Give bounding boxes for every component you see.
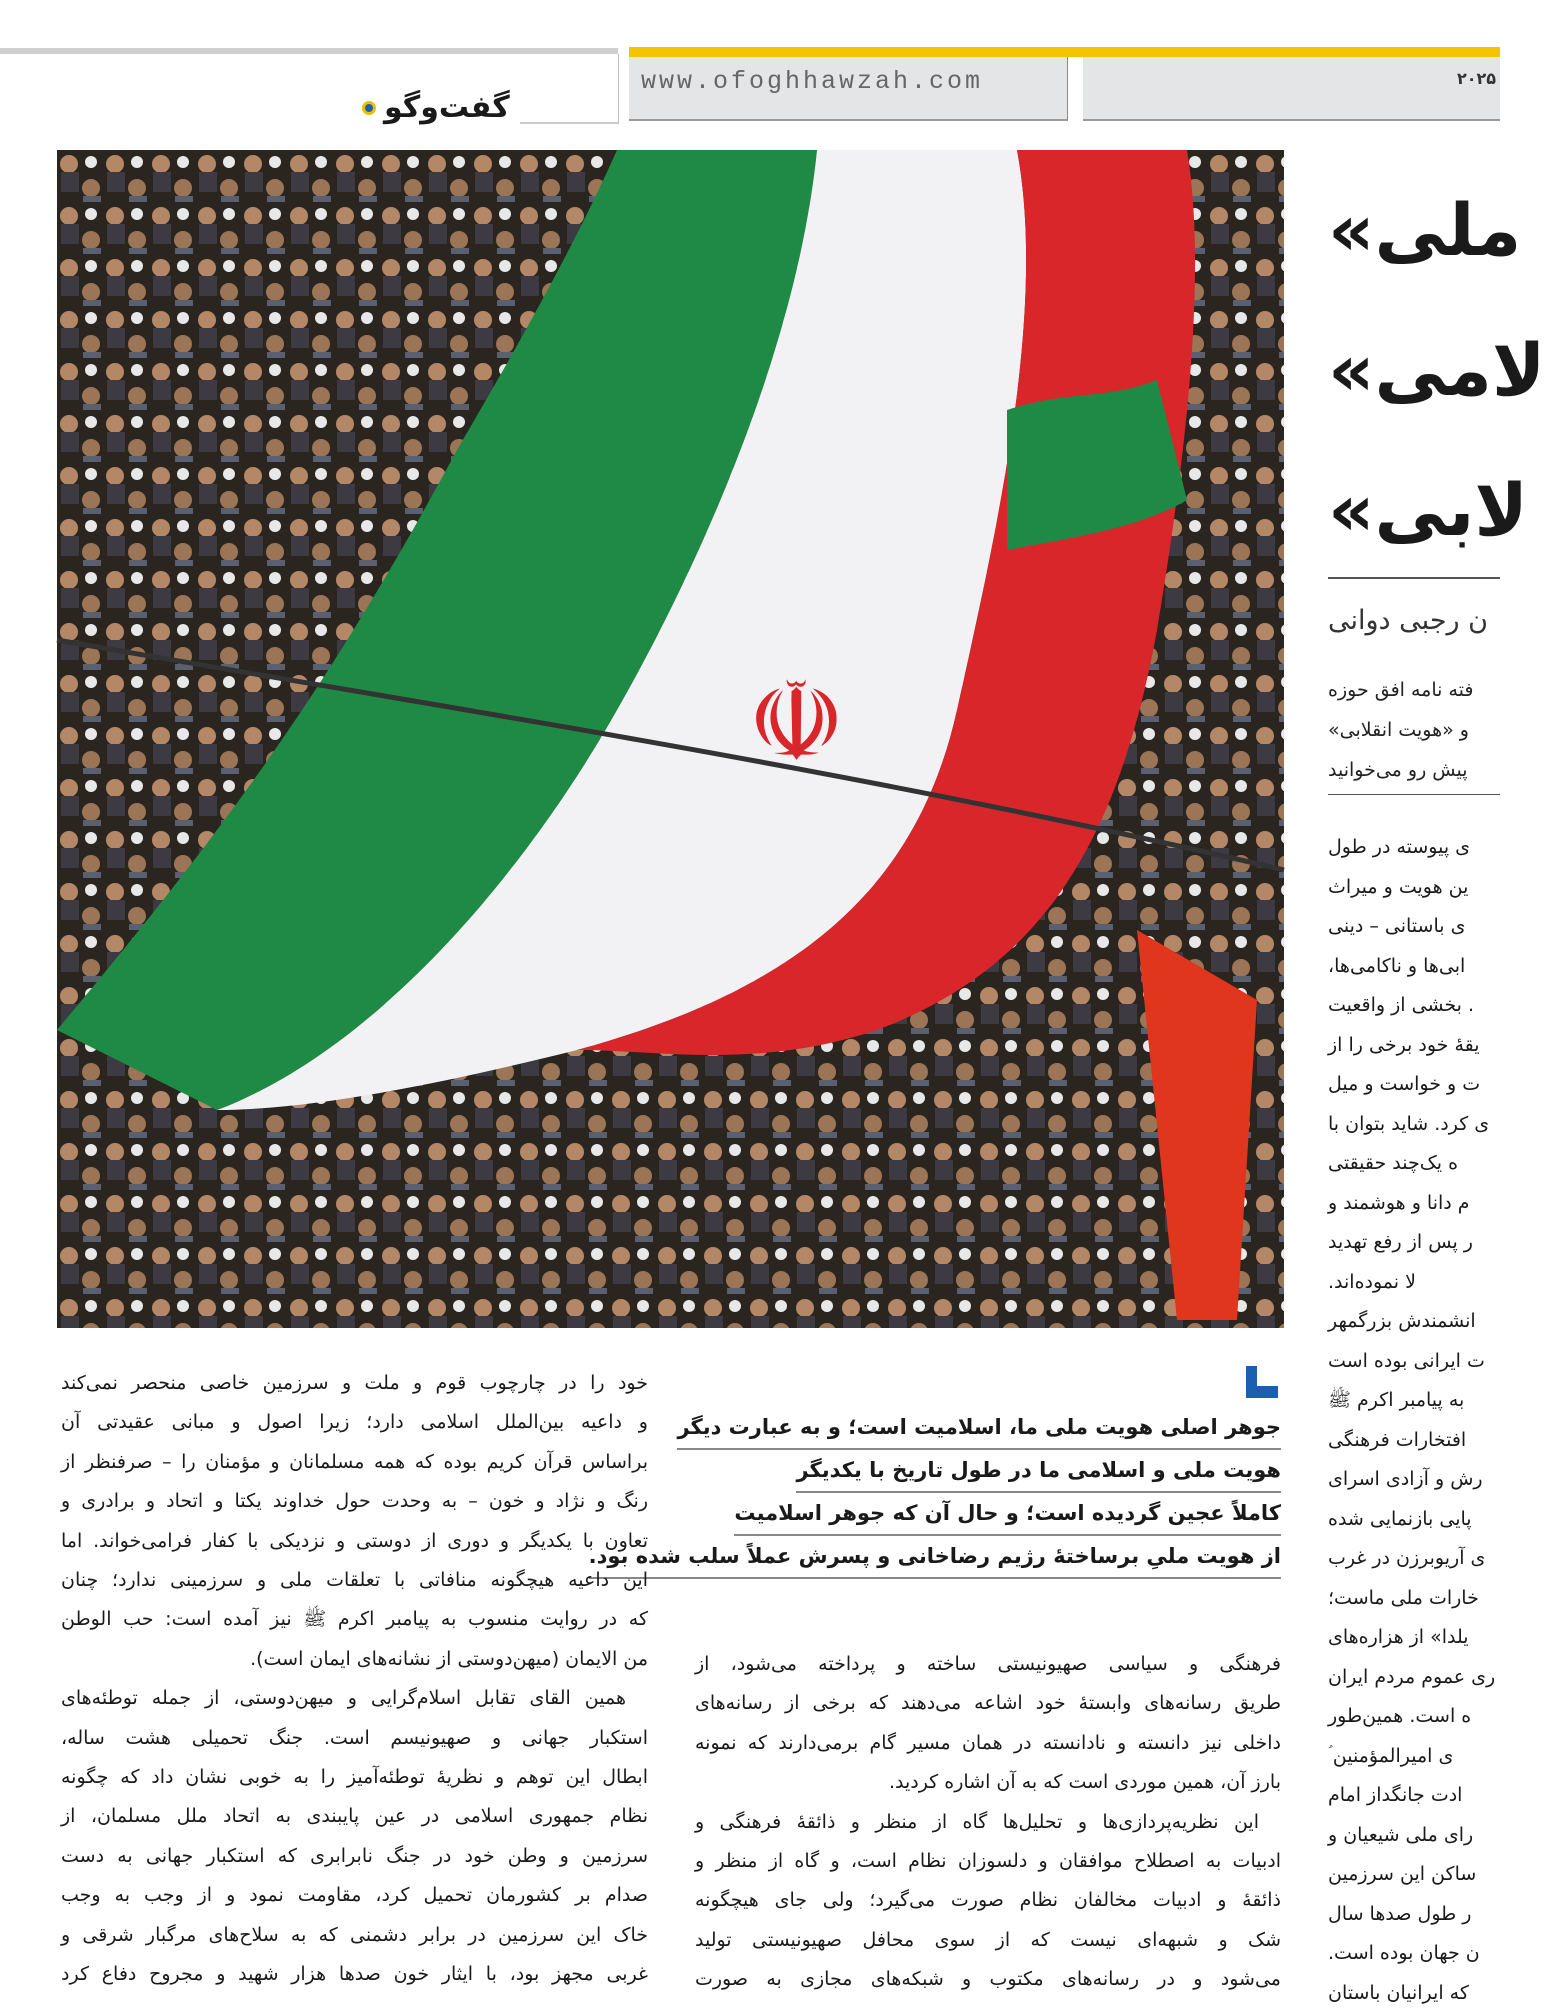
text-line-wrap (1328, 1934, 1500, 1974)
headline-line: ملی» (1328, 180, 1521, 280)
text-line: ت ایرانی بوده است (1328, 1342, 1485, 1382)
text-line: من الایمان (میهن‌دوستی از نشانه‌های ایمان است). (61, 1640, 648, 1679)
middle-column-text (695, 1645, 1281, 2000)
text-line-wrap (1328, 1816, 1500, 1856)
text-line-wrap (1328, 1579, 1500, 1619)
text-line-wrap (1328, 1776, 1500, 1816)
date-box (1083, 57, 1500, 121)
website-box (629, 57, 1068, 121)
text-line: ر طول صدها سال (1328, 1895, 1471, 1935)
text-line-wrap (1328, 828, 1500, 868)
text-line: این نظریه‌پردازی‌ها و تحلیل‌ها گاه از منظر و ذائقهٔ فرهنگی و (695, 1803, 1281, 1842)
text-line: لا نموده‌اند. (1328, 1263, 1416, 1303)
section-title: گفت‌وگو (384, 90, 510, 125)
text-line-wrap (1328, 1539, 1500, 1579)
text-line: ی امیرالمؤمنین ؑ (1328, 1737, 1453, 1777)
text-line-wrap (1328, 1302, 1500, 1342)
accent-bar (629, 47, 1500, 57)
quote-line-wrap (705, 1406, 1281, 1449)
text-line-wrap (1328, 1500, 1500, 1540)
text-line-wrap (1328, 1855, 1500, 1895)
text-line: و داعیه بین‌الملل اسلامی دارد؛ زیرا اصول و مبانی عقیدتی آن (61, 1403, 648, 1442)
text-line-wrap (1328, 1105, 1500, 1145)
text-line: یقهٔ خود برخی را از (1328, 1026, 1480, 1066)
text-line: که در روایت منسوب به پیامبر اکرم ﷺ نیز آمده است: حب الوطن (61, 1600, 648, 1639)
text-line: . بخشی از واقعیت (1328, 986, 1474, 1026)
flag-emblem: ☫ (747, 658, 846, 786)
quote-line-wrap (705, 1492, 1281, 1535)
quote-line-wrap (705, 1449, 1281, 1492)
website-url[interactable]: www.ofoghhawzah.com (641, 67, 983, 96)
rally-photo (57, 150, 1284, 1328)
text-line: به پیامبر اکرم ﷺ (1328, 1381, 1464, 1421)
right-column-text (1328, 828, 1500, 2013)
article-headline (1328, 180, 1500, 600)
divider (1328, 577, 1500, 579)
text-line: ن جهان بوده است. (1328, 1934, 1480, 1974)
quote-marker-icon (1246, 1366, 1278, 1398)
quote-line: هویت ملی و اسلامی ما در طول تاریخ با یکدیگر (796, 1449, 1281, 1493)
text-line: ه یک‌چند حقیقتی (1328, 1144, 1458, 1184)
text-line: ی کرد. شاید بتوان با (1328, 1105, 1489, 1145)
intro-line: و «هویت انقلابی» (1328, 710, 1469, 750)
divider (1328, 794, 1500, 795)
left-column-text (61, 1364, 648, 1995)
text-line-wrap (1328, 1697, 1500, 1737)
text-line: یلدا» از هزاره‌های (1328, 1618, 1469, 1658)
text-line: غربی مجهز بود، با ایثار خون صدها هزار شهید و مجروح دفاع کرد (61, 1955, 648, 1994)
intro-line: فته نامه افق حوزه (1328, 670, 1473, 710)
text-line-wrap (1328, 907, 1500, 947)
text-line-wrap (1328, 1895, 1500, 1935)
author-byline (1328, 605, 1500, 636)
author-name: ن رجبی دوانی (1328, 605, 1488, 636)
intro-line: پیش رو می‌خوانید (1328, 750, 1468, 790)
text-line: تعاون با یکدیگر و دوری از دوستی و نزدیکی با کفار فرامی‌خواند. اما (61, 1522, 648, 1561)
quote-line: جوهر اصلی هویت ملی ما، اسلامیت است؛ و به عبارت دیگر (677, 1406, 1281, 1450)
text-line: داخلی نیز دانسته و نادانسته در همان مسیر گام برمی‌دارند که نمونه (695, 1724, 1281, 1763)
text-line: ت و خواست و میل (1328, 1065, 1480, 1105)
text-line: طریق رسانه‌های وابستهٔ خود اشاعه می‌دهند که برخی از رسانه‌های (695, 1684, 1281, 1723)
top-divider (0, 48, 618, 54)
text-line-wrap (1328, 1381, 1500, 1421)
text-line-wrap (1328, 986, 1500, 1026)
header-frame (612, 54, 619, 124)
quote-line: کاملاً عجین گردیده است؛ و حال آن که جوهر اسلامیت (734, 1492, 1281, 1536)
bullet-icon (362, 101, 376, 115)
text-line-wrap (1328, 1223, 1500, 1263)
text-line-wrap (1328, 1144, 1500, 1184)
text-line: بارز آن، همین موردی است که به آن اشاره کردید. (695, 1763, 1281, 1802)
text-line: شک و شبهه‌ای نیست که از سوی محافل صهیونیستی تولید (695, 1921, 1281, 1960)
text-line: ری عموم مردم ایران (1328, 1658, 1495, 1698)
text-line-wrap (1328, 1065, 1500, 1105)
quote-line-wrap (705, 1535, 1281, 1578)
header-rule (520, 122, 618, 124)
text-line-wrap (1328, 1737, 1500, 1777)
text-line: براساس قرآن کریم بوده که همه مسلمانان و مؤمنان را – صرفنظر از (61, 1443, 648, 1482)
text-line-wrap (1328, 1263, 1500, 1303)
quote-line: از هویت ملیِ برساختهٔ رژیم رضاخانی و پسرش عملاً سلب شده بود. (589, 1535, 1281, 1579)
text-line: همین القای تقابل اسلام‌گرایی و میهن‌دوستی، از جمله توطئه‌های (61, 1679, 648, 1718)
text-line: انشمندش بزرگمهر (1328, 1302, 1476, 1342)
text-line: رای ملی شیعیان و (1328, 1816, 1473, 1856)
text-line: ی آریوبرزن در غرب (1328, 1539, 1485, 1579)
text-line: این داعیه هیچگونه منافاتی با تعلقات ملی و سرزمینی ندارد؛ چنان (61, 1561, 648, 1600)
text-line: ر پس از رفع تهدید (1328, 1223, 1473, 1263)
text-line: فرهنگی و سیاسی صهیونیستی ساخته و پرداخته می‌شود، از (695, 1645, 1281, 1684)
text-line: نظام جمهوری اسلامی در عین پایبندی به اتحاد ملل مسلمان، از (61, 1797, 648, 1836)
text-line: م دانا و هوشمند و (1328, 1184, 1470, 1224)
text-line-wrap (1328, 1421, 1500, 1461)
text-line-wrap (1328, 1460, 1500, 1500)
text-line: ین هویت و میراث (1328, 868, 1468, 908)
text-line: ابی‌ها و ناکامی‌ها، (1328, 947, 1465, 987)
text-line-wrap (1328, 1342, 1500, 1382)
text-line: پایی بازنمایی شده (1328, 1500, 1472, 1540)
section-label (362, 90, 510, 125)
text-line-wrap (1328, 868, 1500, 908)
text-line: ذائقهٔ و ادبیات مخالفان نظام صورت می‌گیرد؛ ولی جای هیچگونه (695, 1881, 1281, 1920)
headline-line: لامی» (1328, 320, 1546, 420)
headline-line: لابی» (1328, 460, 1528, 560)
text-line-wrap (1328, 1974, 1500, 2013)
date-fragment: ۲۰۲۵ (1457, 69, 1496, 88)
text-line: افتخارات فرهنگی (1328, 1421, 1466, 1461)
pull-quote (705, 1406, 1281, 1578)
text-line: سرزمین و وطن خود در جنگ نابرابری که استکبار جهانی به دست (61, 1837, 648, 1876)
text-line: ی باستانی – دینی (1328, 907, 1465, 947)
text-line: خارات ملی ماست؛ (1328, 1579, 1479, 1619)
text-line-wrap (1328, 1026, 1500, 1066)
text-line: رنگ و نژاد و خون – به وحدت حول خداوند یکتا و اتحاد و برادری و (61, 1482, 648, 1521)
text-line: ادبیات به اصطلاح موافقان و دلسوزان نظام است، و گاه از منظر و (695, 1842, 1281, 1881)
text-line: خود را در چارچوب قوم و ملت و سرزمین خاصی منحصر نمی‌کند (61, 1364, 648, 1403)
text-line: استکبار جهانی و صهیونیسم است. جنگ تحمیلی هشت ساله، (61, 1719, 648, 1758)
text-line-wrap (1328, 1184, 1500, 1224)
intro-lead (1328, 670, 1500, 790)
text-line: ابطال این توهم و نظریهٔ توطئه‌آمیز را به خوبی نشان داد که چگونه (61, 1758, 648, 1797)
text-line-wrap (1328, 947, 1500, 987)
text-line: ی پیوسته در طول (1328, 828, 1470, 868)
text-line: رش و آزادی اسرای (1328, 1460, 1483, 1500)
text-line: می‌شود و در رسانه‌های مکتوب و شبکه‌های مجازی به صورت (695, 1960, 1281, 1999)
text-line: ادت جانگداز امام (1328, 1776, 1462, 1816)
text-line: خاک این سرزمین در برابر دشمنی که به سلاح‌های مرگبار شرقی و (61, 1916, 648, 1955)
text-line: که ایرانیان باستان (1328, 1974, 1469, 2013)
text-line-wrap (1328, 1618, 1500, 1658)
text-line: ه است. همین‌طور (1328, 1697, 1471, 1737)
flag-crowd-image (57, 150, 1284, 1328)
text-line: ساکن این سرزمین (1328, 1855, 1476, 1895)
text-line-wrap (1328, 1658, 1500, 1698)
text-line: صدام بر کشورمان تحمیل کرد، مقاومت نمود و از وجب به وجب (61, 1876, 648, 1915)
